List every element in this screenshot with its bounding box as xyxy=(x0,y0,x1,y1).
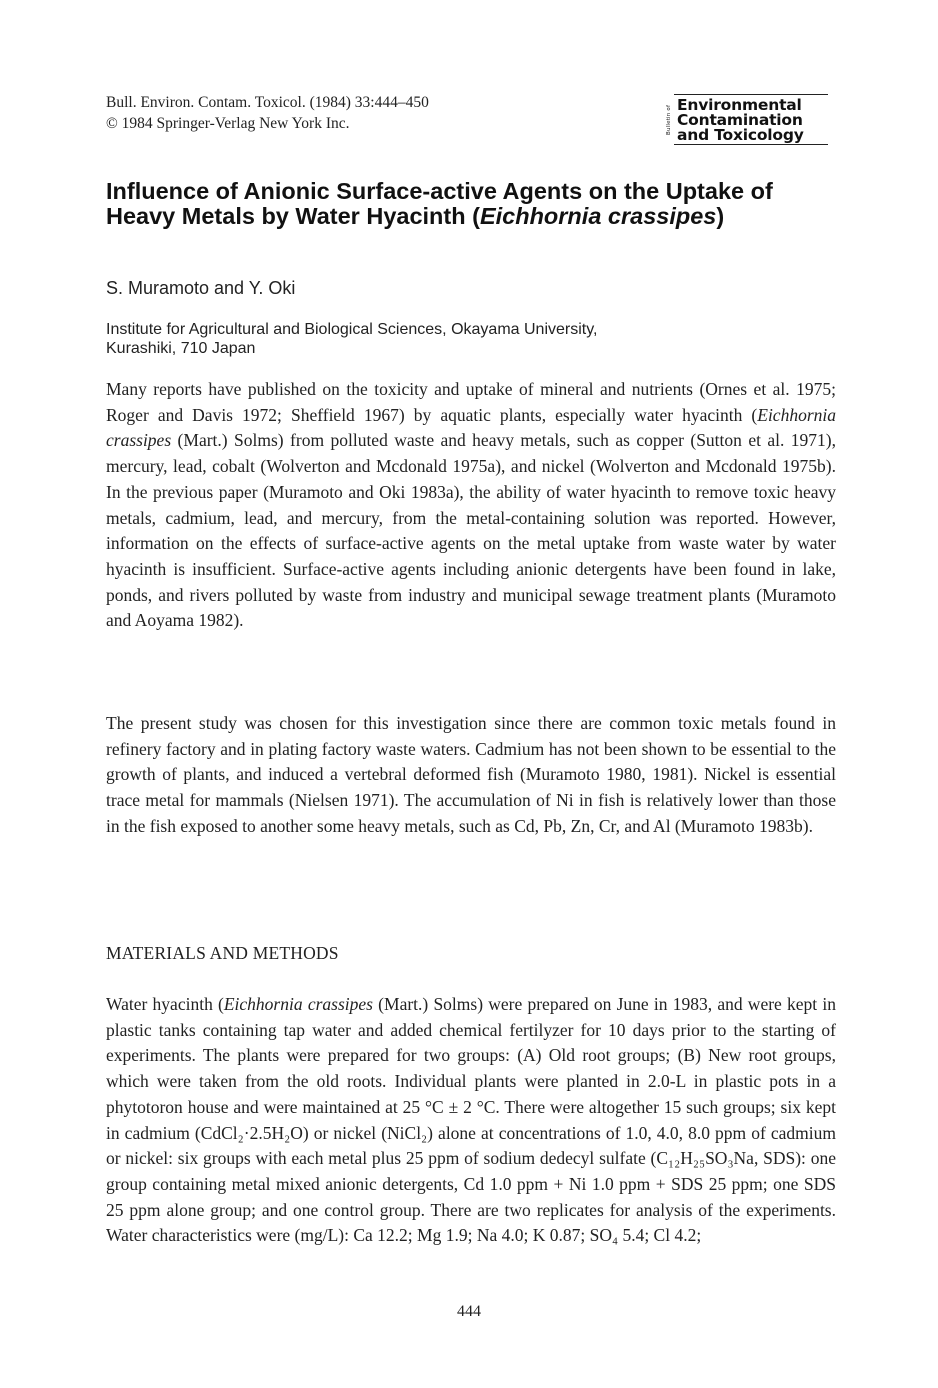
affiliation-line-2: Kurashiki, 710 Japan xyxy=(106,340,256,357)
logo-bottom-rule xyxy=(674,144,828,145)
intro-paragraph-2: The present study was chosen for this investigation since there are common toxic metals found in refinery factory and in plating factory waste waters. Cadmium has not been shown to be essential to the growth of plants, and induced a vertebral deformed fish (Muramoto 1980, 1981). Nickel is essential trace metal for mammals (Nielsen 1971). The accumulation of Ni in fish is relatively lower than those in the fish exposed to another some heavy metals, such as Cd, Pb, Zn, Cr, and Al (Muramoto 1983b). xyxy=(106,713,836,836)
authors: S. Muramoto and Y. Oki xyxy=(106,278,296,298)
logo-word-contamination: Contamination xyxy=(677,111,803,129)
methods-paragraph xyxy=(106,992,836,1249)
title-species-name: Eichhornia crassipes xyxy=(479,203,717,229)
journal-logo xyxy=(664,94,829,148)
paragraph-text: (Mart.) Solms) from polluted waste and heavy metals, such as copper (Sutton et al. 1971), mercury, lead, cobalt (Wolverton and Mcdonald 1975a), and nickel (Wolverton and Mcdonald 1975b). In the previous paper (Muramoto and Oki 1983a), the ability of water hyacinth to remove toxic heavy metals, cadmium, lead, and mercury, from the metal-containing solution was reported. However, information on the effects of surface-active agents on the metal uptake from waste water by water hyacinth is insufficient. Surface-active agents including anionic detergents have been found in lake, ponds, and rivers polluted by waste from industry and municipal sewage treatment plants (Muramoto and Aoyama 1982). xyxy=(106,430,836,631)
copyright-line: © 1984 Springer-Verlag New York Inc. xyxy=(106,115,350,132)
section-heading: MATERIALS AND METHODS xyxy=(106,943,339,963)
title-close-paren: ) xyxy=(716,203,725,229)
affiliation xyxy=(106,320,826,358)
logo-word-environmental: Environmental xyxy=(677,96,802,114)
paragraph-text: Water hyacinth ( xyxy=(106,994,224,1014)
logo-side-text: Bulletin of xyxy=(666,104,672,136)
title-text: Influence of Anionic Surface-active Agents on the Uptake of Heavy Metals by Water Hyacinth ( xyxy=(106,178,773,229)
page-number: 444 xyxy=(457,1303,481,1320)
citation-line-1: Bull. Environ. Contam. Toxicol. (1984) 33:444–450 xyxy=(106,94,429,111)
species-name: Eichhornia crassipes xyxy=(106,404,836,451)
logo-word-toxicology: and Toxicology xyxy=(677,126,804,144)
citation-header xyxy=(106,92,429,134)
intro-paragraph-1 xyxy=(106,377,836,634)
affiliation-line-1: Institute for Agricultural and Biological Sciences, Okayama University, xyxy=(106,321,598,338)
paragraph-text: Many reports have published on the toxicity and uptake of mineral and nutrients (Ornes et al. 1975; Roger and Davis 1972; Sheffield 1967) by aquatic plants, especially water hyacinth ( xyxy=(106,379,836,425)
article-title xyxy=(106,179,826,229)
logo-top-rule xyxy=(674,94,828,95)
paragraph-text: (Mart.) Solms) were prepared on June in 1983, and were kept in plastic tanks containing tap water and added chemical fertilyzer for 10 days prior to the starting of experiments. The plants were prepared for two groups: (A) Old root groups; (B) New root groups, which were taken from the old roots. Individual plants were planted in 2.0-L in plastic pots in a phytotoron house and were maintained at 25 °C ± 2 °C. There were altogether 15 such groups; six kept in cadmium (CdCl₂·2.5H₂O) or nickel (NiCl₂) alone at concentrations of 1.0, 4.0, 8.0 ppm of cadmium or nickel: six groups with each metal plus 25 ppm of sodium dedecyl sulfate (C₁₂H₂₅SO₃Na, SDS): one group containing metal mixed anionic detergents, Cd 1.0 ppm + Ni 1.0 ppm + SDS 25 ppm; one SDS 25 ppm alone group; and one control group. There are two replicates for analysis of the experiments. Water characteristics were (mg/L): Ca 12.2; Mg 1.9; Na 4.0; K 0.87; SO₄ 5.4; Cl 4.2; xyxy=(106,994,836,1246)
species-name: Eichhornia crassipes xyxy=(223,994,373,1014)
